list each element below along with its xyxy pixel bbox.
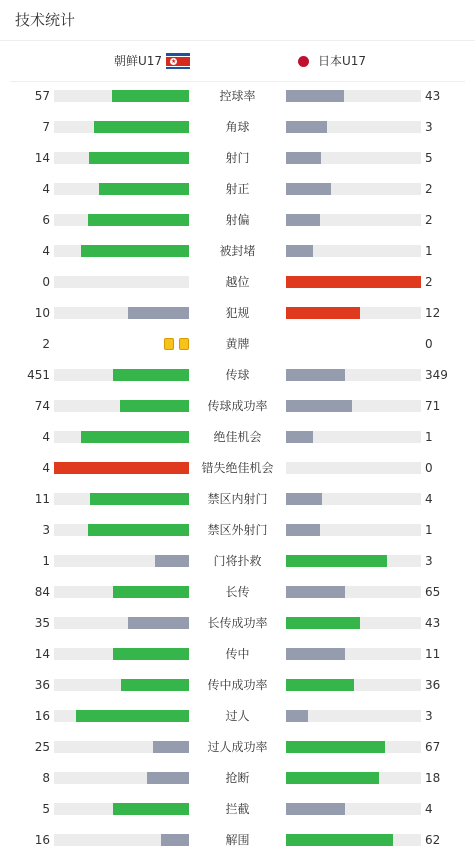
home-stat-bar-fill xyxy=(113,648,189,660)
away-stat-bar-fill xyxy=(286,617,360,629)
away-stat-bar-fill xyxy=(286,741,385,753)
away-stat-bar-fill xyxy=(286,245,313,257)
away-stat-value: 1 xyxy=(425,523,433,537)
yellow-card-icon xyxy=(164,338,174,350)
yellow-card-icon xyxy=(179,338,189,350)
away-stat-bar-fill xyxy=(286,524,320,536)
stat-label: 门将扑救 xyxy=(213,554,262,568)
stat-label: 长传成功率 xyxy=(207,616,268,630)
home-stat-value: 74 xyxy=(34,399,50,413)
teams-header xyxy=(0,50,475,72)
home-stat-bar xyxy=(54,400,189,412)
stat-label: 绝佳机会 xyxy=(213,430,262,444)
stat-row xyxy=(0,794,475,825)
away-stat-value: 67 xyxy=(425,740,441,754)
stat-label: 传球 xyxy=(225,368,250,382)
home-stat-bar xyxy=(54,648,189,660)
away-stat-value: 3 xyxy=(425,554,433,568)
home-stat-value: 10 xyxy=(34,306,50,320)
away-stat-value: 0 xyxy=(425,461,433,475)
away-stat-value: 4 xyxy=(425,492,433,506)
away-stat-bar-fill xyxy=(286,586,345,598)
home-stat-bar xyxy=(54,555,189,567)
home-stat-value: 451 xyxy=(27,368,50,382)
home-stat-bar-fill xyxy=(54,462,189,474)
home-stat-value: 1 xyxy=(42,554,50,568)
stat-label: 犯规 xyxy=(225,306,250,320)
home-stat-bar-fill xyxy=(121,679,189,691)
stat-label: 射正 xyxy=(225,182,250,196)
home-stat-bar xyxy=(54,803,189,815)
home-stat-value: 16 xyxy=(34,709,50,723)
away-stat-bar xyxy=(286,555,421,567)
home-stat-bar xyxy=(54,245,189,257)
stat-row xyxy=(0,608,475,639)
home-team-name: 朝鲜U17 xyxy=(113,54,162,68)
away-stat-bar xyxy=(286,524,421,536)
away-stat-bar-fill xyxy=(286,555,387,567)
stat-row xyxy=(0,825,475,856)
stat-label: 越位 xyxy=(225,275,250,289)
away-stat-bar-fill xyxy=(286,121,327,133)
away-stat-bar xyxy=(286,400,421,412)
stat-row xyxy=(0,577,475,608)
stat-row xyxy=(0,701,475,732)
stat-label: 被封堵 xyxy=(219,244,256,258)
away-stat-value: 0 xyxy=(425,337,433,351)
home-stat-bar xyxy=(54,586,189,598)
stat-label: 抢断 xyxy=(225,771,250,785)
home-stat-bar xyxy=(54,679,189,691)
home-stat-bar-fill xyxy=(113,369,189,381)
page-title: 技术统计 xyxy=(15,11,76,29)
home-stat-bar xyxy=(54,121,189,133)
away-stat-bar-fill xyxy=(286,369,345,381)
away-stat-bar xyxy=(286,493,421,505)
home-stat-value: 4 xyxy=(42,182,50,196)
stat-row xyxy=(0,81,475,112)
stat-row xyxy=(0,143,475,174)
stat-row xyxy=(0,205,475,236)
home-stat-value: 36 xyxy=(34,678,50,692)
away-stat-value: 2 xyxy=(425,213,433,227)
away-stat-bar xyxy=(286,772,421,784)
stat-row xyxy=(0,484,475,515)
stat-label: 错失绝佳机会 xyxy=(201,461,274,475)
home-stat-bar xyxy=(54,741,189,753)
stat-label: 拦截 xyxy=(225,802,250,816)
away-stat-bar xyxy=(286,679,421,691)
home-stat-value: 11 xyxy=(34,492,50,506)
home-stat-bar-fill xyxy=(94,121,189,133)
home-stat-value: 8 xyxy=(42,771,50,785)
away-stat-bar xyxy=(286,431,421,443)
stat-row xyxy=(0,763,475,794)
stat-row xyxy=(0,453,475,484)
home-stat-bar xyxy=(54,183,189,195)
home-stat-bar-fill xyxy=(113,803,189,815)
away-stat-bar xyxy=(286,617,421,629)
stat-row xyxy=(0,732,475,763)
stat-label: 传中 xyxy=(225,647,250,661)
away-stat-bar-fill xyxy=(286,772,379,784)
home-stat-bar-fill xyxy=(90,493,189,505)
away-stat-value: 12 xyxy=(425,306,441,320)
home-stat-bar-fill xyxy=(81,431,189,443)
home-stat-bar-fill xyxy=(128,307,189,319)
away-stat-value: 65 xyxy=(425,585,441,599)
home-stat-value: 0 xyxy=(42,275,50,289)
away-stat-bar xyxy=(286,276,421,288)
away-stat-value: 349 xyxy=(425,368,448,382)
away-stat-bar xyxy=(286,121,421,133)
home-stat-value: 3 xyxy=(42,523,50,537)
stat-label: 过人成功率 xyxy=(207,740,268,754)
home-stat-bar xyxy=(54,214,189,226)
stats-table xyxy=(0,81,475,856)
away-stat-bar xyxy=(286,741,421,753)
away-stat-bar-fill xyxy=(286,710,308,722)
away-stat-bar-fill xyxy=(286,803,345,815)
home-stat-bar-fill xyxy=(89,152,189,164)
home-stat-value: 2 xyxy=(42,337,50,351)
away-stat-bar xyxy=(286,90,421,102)
home-stat-bar xyxy=(54,369,189,381)
away-stat-bar xyxy=(286,710,421,722)
stat-row xyxy=(0,236,475,267)
home-yellow-cards xyxy=(164,338,189,350)
stat-label: 禁区内射门 xyxy=(207,492,268,506)
home-stat-bar-fill xyxy=(161,834,189,846)
away-stat-value: 1 xyxy=(425,244,433,258)
home-stat-value: 4 xyxy=(42,461,50,475)
home-stat-value: 7 xyxy=(42,120,50,134)
home-stat-bar xyxy=(54,431,189,443)
divider xyxy=(0,40,475,41)
away-stat-bar-fill xyxy=(286,431,313,443)
away-stat-bar xyxy=(286,152,421,164)
stat-row xyxy=(0,360,475,391)
away-stat-value: 43 xyxy=(425,89,441,103)
home-stat-bar-fill xyxy=(88,214,189,226)
stat-label: 禁区外射门 xyxy=(207,523,268,537)
home-stat-bar-fill xyxy=(112,90,189,102)
away-stat-bar-fill xyxy=(286,834,393,846)
away-stat-bar-fill xyxy=(286,307,360,319)
home-stat-bar xyxy=(54,276,189,288)
home-stat-value: 35 xyxy=(34,616,50,630)
japan-flag-icon xyxy=(298,56,309,67)
stat-row xyxy=(0,639,475,670)
away-team[interactable] xyxy=(298,50,366,72)
home-stat-bar xyxy=(54,772,189,784)
home-stat-value: 5 xyxy=(42,802,50,816)
stat-label: 传球成功率 xyxy=(207,399,268,413)
away-stat-value: 4 xyxy=(425,802,433,816)
home-stat-bar xyxy=(54,462,189,474)
home-stat-bar-fill xyxy=(88,524,189,536)
home-stat-bar xyxy=(54,617,189,629)
home-stat-bar-fill xyxy=(147,772,189,784)
away-stat-bar xyxy=(286,648,421,660)
stat-label: 控球率 xyxy=(219,89,256,103)
away-stat-value: 71 xyxy=(425,399,441,413)
away-stat-bar xyxy=(286,369,421,381)
away-team-name: 日本U17 xyxy=(318,54,367,68)
stat-label: 黄牌 xyxy=(225,337,250,351)
away-stat-value: 36 xyxy=(425,678,441,692)
away-stat-bar xyxy=(286,245,421,257)
home-stat-value: 84 xyxy=(34,585,50,599)
away-stat-bar xyxy=(286,586,421,598)
away-stat-value: 43 xyxy=(425,616,441,630)
home-stat-value: 57 xyxy=(34,89,50,103)
home-stat-bar xyxy=(54,524,189,536)
home-stat-value: 14 xyxy=(34,151,50,165)
away-stat-bar-fill xyxy=(286,183,331,195)
home-stat-bar xyxy=(54,834,189,846)
stat-label: 传中成功率 xyxy=(207,678,268,692)
home-stat-value: 4 xyxy=(42,430,50,444)
home-stat-bar xyxy=(54,90,189,102)
away-stat-bar xyxy=(286,307,421,319)
home-stat-bar-fill xyxy=(76,710,189,722)
home-stat-bar xyxy=(54,710,189,722)
stat-label: 长传 xyxy=(225,585,250,599)
stat-row xyxy=(0,174,475,205)
stat-row xyxy=(0,546,475,577)
stat-row xyxy=(0,422,475,453)
away-stat-bar-fill xyxy=(286,152,321,164)
away-stat-value: 3 xyxy=(425,709,433,723)
away-stat-bar-fill xyxy=(286,679,354,691)
away-stat-bar xyxy=(286,462,421,474)
home-team[interactable] xyxy=(114,50,190,72)
away-stat-bar-fill xyxy=(286,493,322,505)
stat-row xyxy=(0,298,475,329)
away-stat-bar xyxy=(286,183,421,195)
home-stat-value: 16 xyxy=(34,833,50,847)
away-stat-bar xyxy=(286,214,421,226)
away-stat-bar-fill xyxy=(286,648,345,660)
home-stat-bar-fill xyxy=(120,400,189,412)
home-stat-bar-fill xyxy=(113,586,189,598)
home-stat-value: 14 xyxy=(34,647,50,661)
stat-row xyxy=(0,329,475,360)
stat-row xyxy=(0,267,475,298)
away-stat-value: 62 xyxy=(425,833,441,847)
away-stat-value: 3 xyxy=(425,120,433,134)
home-stat-value: 6 xyxy=(42,213,50,227)
away-stat-bar-fill xyxy=(286,214,320,226)
away-stat-bar-fill xyxy=(286,90,344,102)
stat-label: 解围 xyxy=(225,833,250,847)
stat-row xyxy=(0,391,475,422)
home-stat-bar xyxy=(54,307,189,319)
stat-row xyxy=(0,515,475,546)
away-stat-value: 11 xyxy=(425,647,441,661)
away-stat-bar xyxy=(286,834,421,846)
away-stat-value: 2 xyxy=(425,182,433,196)
stat-label: 角球 xyxy=(225,120,250,134)
away-stat-value: 5 xyxy=(425,151,433,165)
stat-label: 射偏 xyxy=(225,213,250,227)
home-stat-value: 4 xyxy=(42,244,50,258)
stat-label: 过人 xyxy=(225,709,250,723)
home-stat-bar-fill xyxy=(153,741,189,753)
home-stat-bar xyxy=(54,152,189,164)
stat-row xyxy=(0,112,475,143)
away-stat-bar-fill xyxy=(286,276,421,288)
stat-row xyxy=(0,670,475,701)
north-korea-flag-icon: ★ xyxy=(166,53,190,69)
home-stat-value: 25 xyxy=(34,740,50,754)
away-stat-value: 2 xyxy=(425,275,433,289)
home-stat-bar-fill xyxy=(81,245,189,257)
away-stat-bar xyxy=(286,803,421,815)
home-stat-bar-fill xyxy=(155,555,189,567)
away-stat-value: 18 xyxy=(425,771,441,785)
home-stat-bar xyxy=(54,493,189,505)
stat-label: 射门 xyxy=(225,151,250,165)
home-stat-bar-fill xyxy=(99,183,189,195)
home-stat-bar-fill xyxy=(128,617,189,629)
away-stat-bar-fill xyxy=(286,400,352,412)
away-stat-value: 1 xyxy=(425,430,433,444)
